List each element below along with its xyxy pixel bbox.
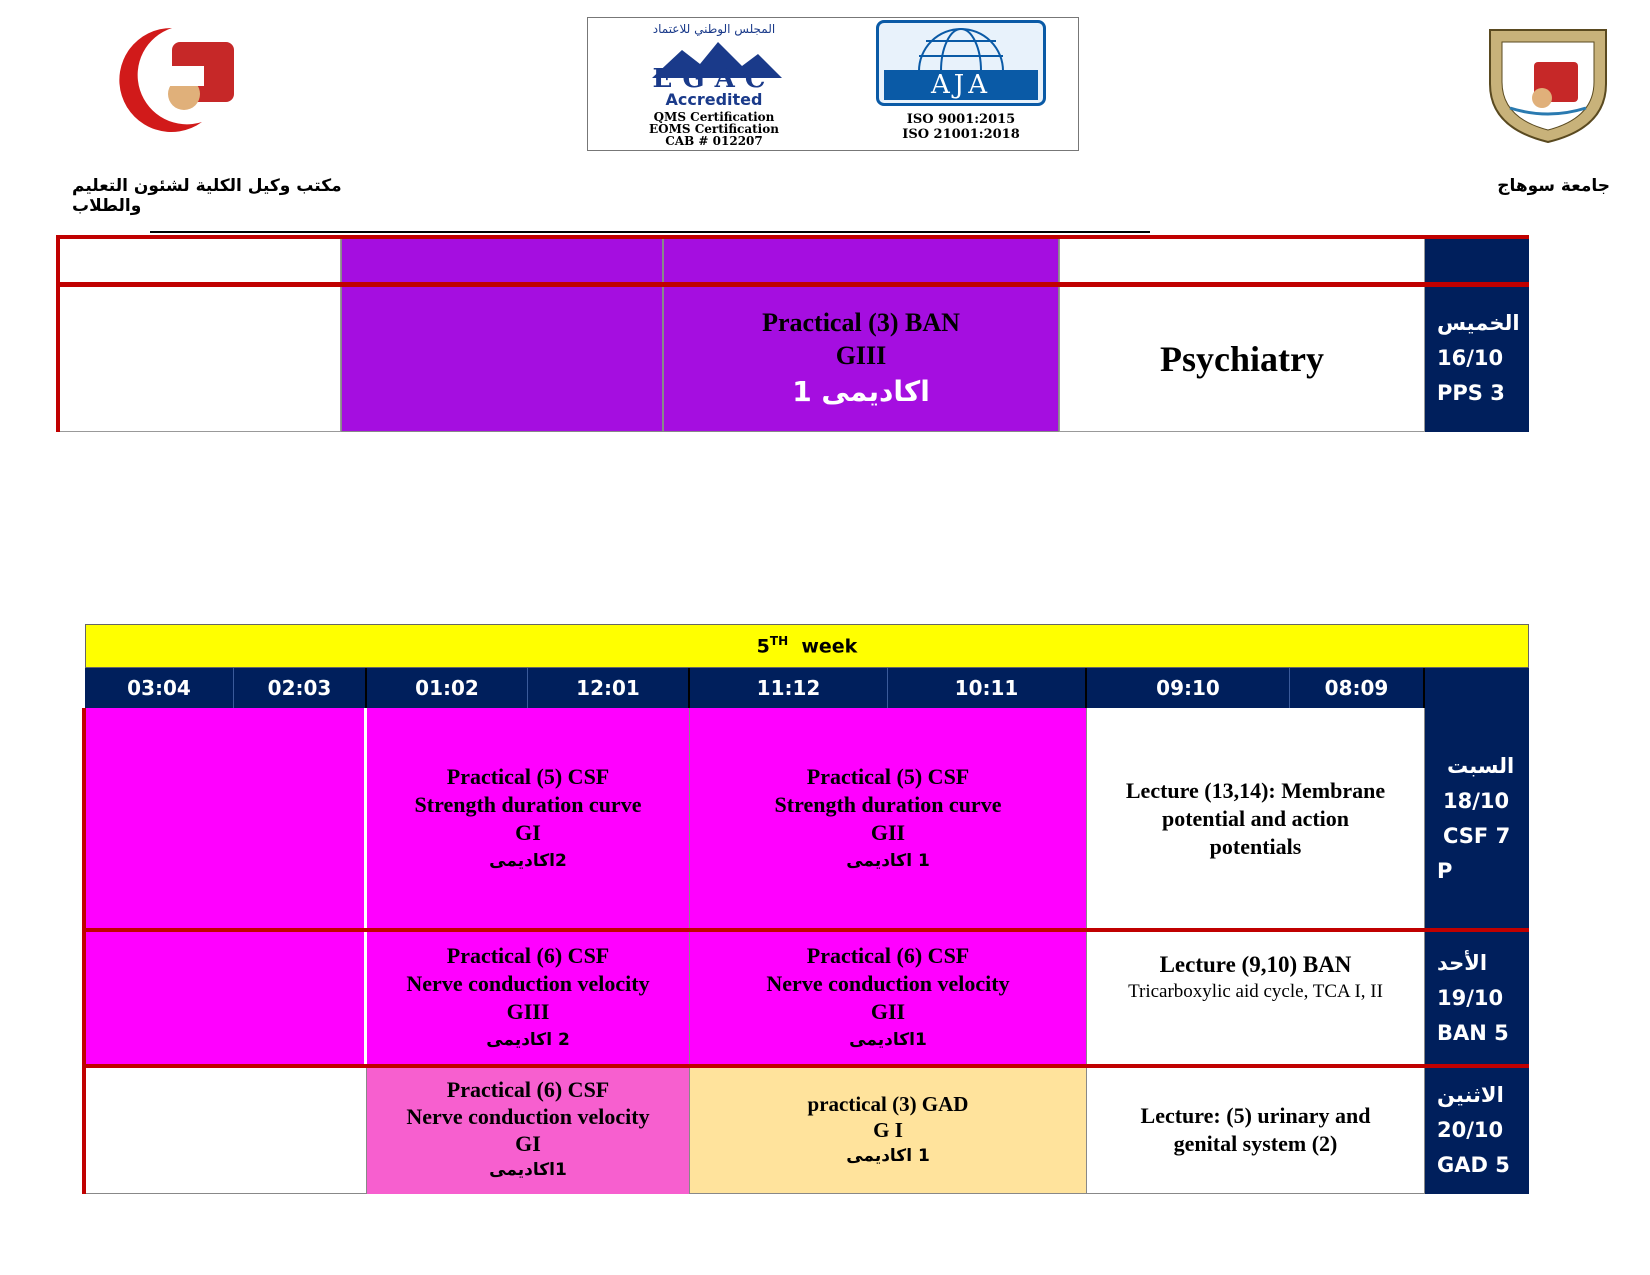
egac-logo — [604, 22, 824, 148]
egac-accredited: Accredited — [665, 90, 763, 109]
mon-p1-hall: 1 اكاديمى — [846, 1145, 930, 1166]
time-11-12 — [690, 668, 888, 708]
sat-p2-hall: 2اكاديمى — [489, 851, 567, 871]
sun-day-code: BAN 5 — [1437, 1020, 1509, 1045]
time-label: 08:09 — [1324, 676, 1389, 700]
t1-row1-day — [1425, 235, 1529, 285]
t1-row1-empty-left — [56, 235, 341, 285]
sun-p2-title: Practical (6) CSF — [446, 943, 610, 968]
mon-day-code: GAD 5 — [1437, 1152, 1510, 1177]
mon-day-name: الاثنين — [1437, 1082, 1504, 1107]
schedule-table-1 — [56, 235, 1529, 432]
t1-day-code: PPS 3 — [1437, 381, 1505, 405]
egac-line-2: EOMS Certification — [649, 122, 779, 136]
egac-line-3: CAB # 012207 — [665, 134, 763, 148]
time-label: 09:10 — [1156, 676, 1220, 700]
sun-p1-topic: Nerve conduction velocity — [766, 971, 1010, 996]
sat-day-code: CSF 7 — [1443, 824, 1511, 848]
week-number: 5 — [756, 635, 770, 658]
mon-p2-group: GI — [515, 1131, 541, 1156]
time-label: 02:03 — [267, 676, 332, 700]
mon-day-date: 20/10 — [1437, 1117, 1504, 1142]
t1-psychiatry-cell — [1059, 285, 1425, 432]
globe-lines-icon — [916, 26, 1006, 76]
week-word: week — [788, 635, 858, 658]
accreditation-box — [587, 17, 1079, 151]
time-10-11 — [888, 668, 1087, 708]
aja-name: AJA — [884, 70, 1038, 100]
t1-red-left — [56, 235, 60, 432]
t1-psychiatry: Psychiatry — [1160, 338, 1324, 379]
time-label: 10:11 — [954, 676, 1019, 700]
sat-practical-2 — [367, 708, 690, 930]
sun-lecture-title: Lecture (9,10) BAN — [1159, 952, 1352, 977]
sat-day-date: 18/10 — [1443, 789, 1510, 813]
sat-lecture-line-1: Lecture (13,14): Membrane — [1125, 778, 1386, 803]
sun-lecture — [1087, 930, 1425, 1066]
t1-practical-hall: اكاديمى 1 — [792, 374, 930, 408]
t1-red-top — [56, 235, 1529, 239]
sun-p1-title: Practical (6) CSF — [806, 943, 970, 968]
t1-row2-empty-left — [56, 285, 341, 432]
sat-lecture-line-3: potentials — [1209, 834, 1302, 859]
t1-practical-group: GIII — [835, 340, 887, 370]
time-09-10 — [1087, 668, 1290, 708]
mon-day-cell — [1425, 1066, 1529, 1194]
t1-practical-title: Practical (3) BAN — [762, 307, 960, 337]
sat-p1-hall: 1 اكاديمى — [846, 851, 930, 871]
t2-red-sep-2 — [85, 1064, 1529, 1068]
header-divider — [150, 231, 1150, 233]
sat-practical-1 — [690, 708, 1087, 930]
week-suffix-sup: TH — [769, 634, 789, 649]
mon-p1-title: practical (3) GAD — [807, 1091, 969, 1116]
time-label: 11:12 — [756, 676, 821, 700]
aja-logo — [876, 20, 1046, 146]
sat-p2-group: GI — [515, 820, 541, 845]
t2-red-sep-1 — [85, 928, 1529, 932]
sat-p1-title: Practical (5) CSF — [806, 764, 970, 789]
mon-practical-2 — [367, 1066, 690, 1194]
egac-arabic: المجلس الوطني للاعتماد — [652, 22, 776, 36]
mon-lecture-line-1: Lecture: (5) urinary and — [1140, 1102, 1371, 1128]
mon-practical-1 — [690, 1066, 1087, 1194]
sun-p1-group: GII — [870, 999, 906, 1024]
t1-red-mid — [56, 282, 1529, 287]
t1-row1-purple-a — [341, 235, 663, 285]
time-08-09 — [1290, 668, 1425, 708]
mon-p2-title: Practical (6) CSF — [446, 1077, 610, 1102]
sat-p2-title: Practical (5) CSF — [446, 764, 610, 789]
t1-day-name: الخميس — [1437, 311, 1520, 335]
t1-row1-purple-b — [663, 235, 1059, 285]
faculty-logo — [92, 22, 252, 134]
left-caption: مكتب وكيل الكلية لشئون التعليم والطلاب — [72, 176, 342, 216]
t1-day-date: 16/10 — [1437, 346, 1504, 370]
t2-red-left — [82, 708, 86, 1194]
sun-day-date: 19/10 — [1437, 985, 1504, 1010]
mon-lecture-line-2: genital system (2) — [1173, 1130, 1338, 1156]
week-title-bar — [85, 624, 1529, 668]
sat-empty — [85, 708, 367, 930]
t1-row1-empty-right — [1059, 235, 1425, 285]
week-title — [757, 634, 858, 657]
sun-lecture-topic: Tricarboxylic aid cycle, TCA I, II — [1128, 981, 1383, 1002]
egac-name: EGAC — [652, 64, 776, 94]
sun-p2-group: GIII — [506, 999, 550, 1024]
time-12-01 — [528, 668, 690, 708]
sat-day-cell — [1425, 708, 1529, 930]
time-02-03 — [234, 668, 367, 708]
sun-practical-2 — [367, 930, 690, 1066]
right-caption: جامعة سوهاج — [1497, 176, 1610, 196]
time-day-corner — [1425, 668, 1529, 708]
sun-practical-1 — [690, 930, 1087, 1066]
mon-lecture — [1087, 1066, 1425, 1194]
sun-day-cell — [1425, 930, 1529, 1066]
sun-p2-hall: 2 اكاديمى — [486, 1030, 570, 1050]
t1-day-cell — [1425, 285, 1529, 432]
time-label: 03:04 — [127, 676, 191, 700]
time-01-02 — [367, 668, 528, 708]
sat-p2-topic: Strength duration curve — [414, 792, 642, 817]
sun-p1-hall: 1اكاديمى — [849, 1030, 927, 1050]
time-label: 01:02 — [415, 676, 479, 700]
time-label: 12:01 — [576, 676, 640, 700]
t1-practical-cell — [663, 285, 1059, 432]
university-seal — [1482, 20, 1614, 144]
sat-day-suffix: P — [1437, 859, 1453, 883]
mon-empty — [85, 1066, 367, 1194]
sun-empty — [85, 930, 367, 1066]
sat-p1-group: GII — [870, 820, 906, 845]
sun-day-name: الأحد — [1437, 950, 1488, 975]
aja-line-2: ISO 21001:2018 — [902, 127, 1020, 142]
egac-line-1: QMS Certification — [653, 110, 775, 124]
mon-p1-group: G I — [873, 1117, 903, 1142]
aja-line-1: ISO 9001:2015 — [906, 112, 1016, 127]
sat-p1-topic: Strength duration curve — [774, 792, 1002, 817]
time-03-04 — [85, 668, 234, 708]
sat-lecture — [1087, 708, 1425, 930]
sun-p2-topic: Nerve conduction velocity — [406, 971, 650, 996]
sat-day-name: السبت — [1447, 754, 1515, 778]
mon-p2-topic: Nerve conduction velocity — [406, 1104, 650, 1129]
schedule-table-2 — [85, 624, 1529, 1194]
t1-row2-purple-a — [341, 285, 663, 432]
sat-lecture-line-2: potential and action — [1161, 806, 1350, 831]
mon-p2-hall: 1اكاديمى — [489, 1160, 567, 1180]
